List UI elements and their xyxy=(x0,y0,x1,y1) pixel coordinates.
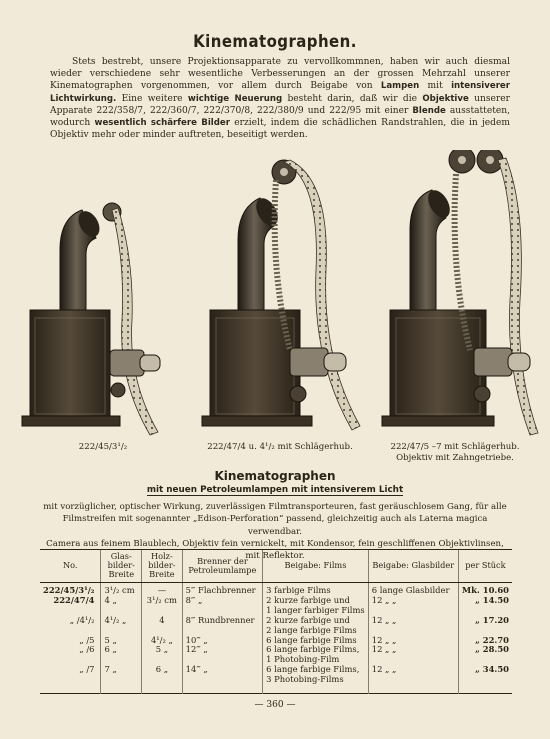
projector-2-image xyxy=(202,160,360,430)
projector-illustrations xyxy=(0,150,550,440)
cell-no: „ /6 xyxy=(79,644,95,655)
films-line: 2 kurze farbige und xyxy=(266,614,350,625)
cell-brenner: 8‴ Rundbrenner xyxy=(182,616,262,636)
column-header: No. xyxy=(40,550,101,583)
table-row xyxy=(40,596,512,616)
films-line: 6 lange farbige Films, xyxy=(266,644,360,655)
figure-3-caption xyxy=(380,442,530,463)
intro-bold: wesentlich schärfere Bilder xyxy=(94,118,230,129)
page-title: Kinematographen. xyxy=(193,32,357,52)
films-line: 2 kurze farbige und xyxy=(266,594,350,605)
cell-glas: 7 „ xyxy=(101,665,142,693)
cell-holz: — xyxy=(142,583,183,596)
figures-area xyxy=(0,150,550,440)
section-subtitle-text: mit neuen Petroleumlampen mit intensiverem Licht xyxy=(146,485,404,495)
cell-holz: 4 xyxy=(142,616,183,636)
intro-bold: wichtige Neuerung xyxy=(187,93,283,104)
cell-no: „ /4¹/₂ xyxy=(69,614,95,625)
cell-films xyxy=(263,596,369,616)
cell-brenner: 8‴ „ xyxy=(182,596,262,616)
cell-glasbilder: 12 „ „ xyxy=(368,636,458,646)
table-row xyxy=(40,665,512,693)
cell-brenner: 14‴ „ xyxy=(182,665,262,693)
cell-glasbilder: 12 „ „ xyxy=(368,665,458,693)
cell-no: „ /5 xyxy=(79,634,95,645)
cell-glasbilder: 12 „ „ xyxy=(368,645,458,665)
column-header: Glas-bilder-Breite xyxy=(101,550,142,583)
cell-holz: 3¹/₂ cm xyxy=(142,596,183,616)
page-number: — 360 — xyxy=(254,700,296,710)
projector-1-image xyxy=(22,203,160,435)
cell-films xyxy=(263,583,369,596)
cell-films xyxy=(263,616,369,636)
column-header: Beigabe: Films xyxy=(263,550,369,583)
cell-holz: 4¹/₂ „ xyxy=(142,636,183,646)
intro-bold: intensiverer Lichtwirkung. xyxy=(50,81,510,104)
cell-brenner: 5‴ Flachbrenner xyxy=(182,583,262,596)
table-row xyxy=(40,583,512,596)
column-header: Brenner der Petroleumlampe xyxy=(182,550,262,583)
figure-2-caption xyxy=(200,442,360,453)
cell-glas: 4 „ xyxy=(101,596,142,616)
films-line: 3 farbige Films xyxy=(266,585,331,595)
section-description-line: Camera aus feinem Blaublech, Objektiv fein vernickelt, mit Kondensor, fein geschliffenen Objektivlinsen, mit Reflektor. xyxy=(46,538,504,562)
figure-1-caption-line: 222/45/3¹/₂ xyxy=(78,442,128,452)
films-line: 2 lange farbige Films xyxy=(266,624,357,635)
intro-bold: Objektive xyxy=(422,93,469,104)
table-row xyxy=(40,616,512,636)
cell-brenner: 10‴ „ xyxy=(182,636,262,646)
cell-no: 222/47/4 xyxy=(53,594,95,605)
cell-films xyxy=(263,665,369,693)
films-line: 1 langer farbiger Films xyxy=(266,604,365,615)
intro-text: erzielt, indem die schädlichen Randstrahlen, die in jedem Objektiv mehr oder minder auftreten, beseitigt werden. xyxy=(50,118,511,141)
cell-glas: 3¹/₂ cm xyxy=(101,583,142,596)
figure-2-caption-line: 222/47/4 u. 4¹/₂ mit Schlägerhub. xyxy=(207,442,353,452)
cell-no: 222/45/3¹/₂ xyxy=(43,585,95,595)
intro-text: mit xyxy=(419,81,452,92)
cell-glas: 6 „ xyxy=(101,645,142,665)
intro-paragraph xyxy=(50,56,510,141)
section-subtitle xyxy=(0,485,550,495)
intro-bold: Lampen xyxy=(380,81,420,92)
intro-text: besteht darin, daß wir die xyxy=(282,93,423,104)
cell-price: „ 14.50 xyxy=(458,596,512,616)
cell-no: „ /7 xyxy=(79,664,95,675)
cell-holz: 5 „ xyxy=(142,645,183,665)
cell-price: „ 22.70 xyxy=(458,636,512,646)
cell-holz: 6 „ xyxy=(142,665,183,693)
cell-glasbilder: 6 lange Glasbilder xyxy=(368,583,458,596)
cell-glasbilder: 12 „ „ xyxy=(368,596,458,616)
table-row xyxy=(40,645,512,665)
films-line: 6 lange farbige Films, xyxy=(266,664,360,675)
column-header: Holz-bilder-Breite xyxy=(142,550,183,583)
cell-price: „ 34.50 xyxy=(458,665,512,693)
intro-text: Eine weitere xyxy=(116,93,188,104)
price-table xyxy=(40,549,512,694)
intro-text: ausstatteten, wodurch xyxy=(50,105,510,129)
table-header-row xyxy=(40,550,512,583)
column-header: per Stück xyxy=(458,550,512,583)
films-line: 6 lange farbige Films xyxy=(266,634,357,645)
cell-glas: 5 „ xyxy=(101,636,142,646)
cell-price: Mk. 10.60 xyxy=(458,583,512,596)
figure-3-caption-line: 222/47/5 –7 mit Schlägerhub. xyxy=(390,442,520,452)
cell-glasbilder: 12 „ „ xyxy=(368,616,458,636)
cell-glas: 4¹/₂ „ xyxy=(101,616,142,636)
projector-3-image xyxy=(382,150,538,435)
cell-films xyxy=(263,645,369,665)
films-line: 3 Photobing-Films xyxy=(266,674,344,685)
section-title: Kinematographen xyxy=(214,469,336,483)
cell-price: „ 28.50 xyxy=(458,645,512,665)
figure-3-caption-line: Objektiv mit Zahngetriebe. xyxy=(396,452,514,463)
section-description-line: mit vorzüglicher, optischer Wirkung, zuverlässigen Filmtransporteuren, fast geräuschlosem Gang, für alle Filmstreifen mit sogenannter „Edison-Perforation“ passend, gleichzeitig auch als Laterna magica verwendbar. xyxy=(43,502,507,537)
figure-1-caption xyxy=(48,442,158,453)
intro-text: unserer Apparate 222/358/7, 222/360/7, 222/370/8, 222/380/9 und 222/95 mit einer xyxy=(50,93,511,116)
cell-brenner: 12‴ „ xyxy=(182,645,262,665)
column-header: Beigabe: Glasbilder xyxy=(368,550,458,583)
intro-text: Stets bestrebt, unsere Projektionsapparate zu vervollkommnen, haben wir auch diesmal wieder verschiedene sehr wesentliche Verbesserungen an der grossen Mehrzahl unserer Kinematographen vorgenommen, vor allem durch Beigabe von xyxy=(50,57,510,92)
cell-price: „ 17.20 xyxy=(458,616,512,636)
intro-bold: Blende xyxy=(412,105,446,116)
films-line: 1 Photobing-Film xyxy=(266,654,340,665)
